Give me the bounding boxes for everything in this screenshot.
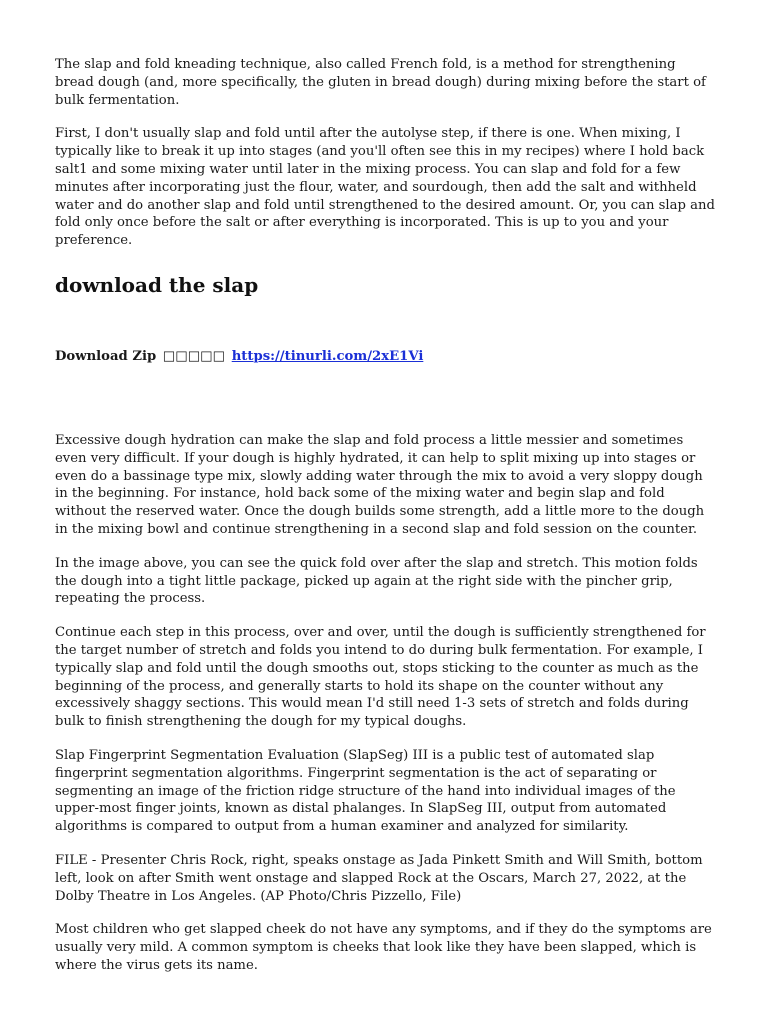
body-paragraph-2: In the image above, you can see the quick fold over after the slap and stretch. This motion folds the dough into a tight little package, picked up again at the right side with the pincher grip, repeating the process. [55, 555, 698, 607]
download-link[interactable]: https://tinurli.com/2xE1Vi [231, 348, 424, 364]
download-arrow-glyphs: □□□□□ [162, 348, 226, 364]
body-paragraph-5: FILE - Presenter Chris Rock, right, speaks onstage as Jada Pinkett Smith and Will Smith, bottom left, look on after Smith went onstage and slapped Rock at the Oscars, March 27, 2022, at the Dolby Theatre in Los Angeles. (AP Photo/Chris Pizzello, File) [55, 852, 703, 904]
body-paragraph-1: Excessive dough hydration can make the slap and fold process a little messier and sometimes even very difficult. If your dough is highly hydrated, it can help to split mixing up into stages or even do a bassinage type mix, slowly adding water through the mix to avoid a very sloppy dough in the beginning. For instance, hold back some of the mixing water and begin slap and fold without the reserved water. Once the dough builds some strength, add a little more to the dough in the mixing bowl and continue strengthening in a second slap and fold session on the counter. [55, 432, 705, 537]
body-paragraph-4: Slap Fingerprint Segmentation Evaluation (SlapSeg) III is a public test of automated slap fingerprint segmentation algorithms. Fingerprint segmentation is the act of separating or segmenting an image of the friction ridge structure of the hand into individual images of the upper-most finger joints, known as distal phalanges. In SlapSeg III, output from automated algorithms is compared to output from a human examiner and analyzed for similarity. [55, 747, 676, 835]
document-page [55, 56, 717, 975]
body-paragraph-6: Most children who get slapped cheek do not have any symptoms, and if they do the symptoms are usually very mild. A common symptom is cheeks that look like they have been slapped, which is where the virus gets its name. [55, 922, 712, 973]
body-paragraph-3: Continue each step in this process, over and over, until the dough is sufficiently strengthened for the target number of stretch and folds you intend to do during bulk fermentation. For example, I typically slap and fold until the dough smooths out, stops sticking to the counter as much as the beginning of the process, and generally starts to hold its shape on the counter without any excessively shaggy sections. This would mean I'd still need 1-3 sets of stretch and folds during bulk to finish strengthening the dough for my typical doughs. [55, 625, 706, 730]
intro-paragraph-2: First, I don't usually slap and fold until after the autolyse step, if there is one. When mixing, I typically like to break it up into stages (and you'll often see this in my recipes) where I hold back salt1 and some mixing water until later in the mixing process. You can slap and fold for a few minutes after incorporating just the flour, water, and sourdough, then add the salt and withheld water and do another slap and fold until strengthened to the desired amount. Or, you can slap and fold only once before the salt or after everything is incorporated. This is up to you and your preference. [55, 126, 715, 249]
download-label: Download Zip [55, 348, 157, 364]
intro-paragraph-1: The slap and fold kneading technique, also called French fold, is a method for strengthening bread dough (and, more specifically, the gluten in bread dough) during mixing before the start of bulk fermentation. [55, 57, 706, 108]
section-heading: download the slap [55, 272, 259, 297]
download-line [55, 348, 717, 366]
